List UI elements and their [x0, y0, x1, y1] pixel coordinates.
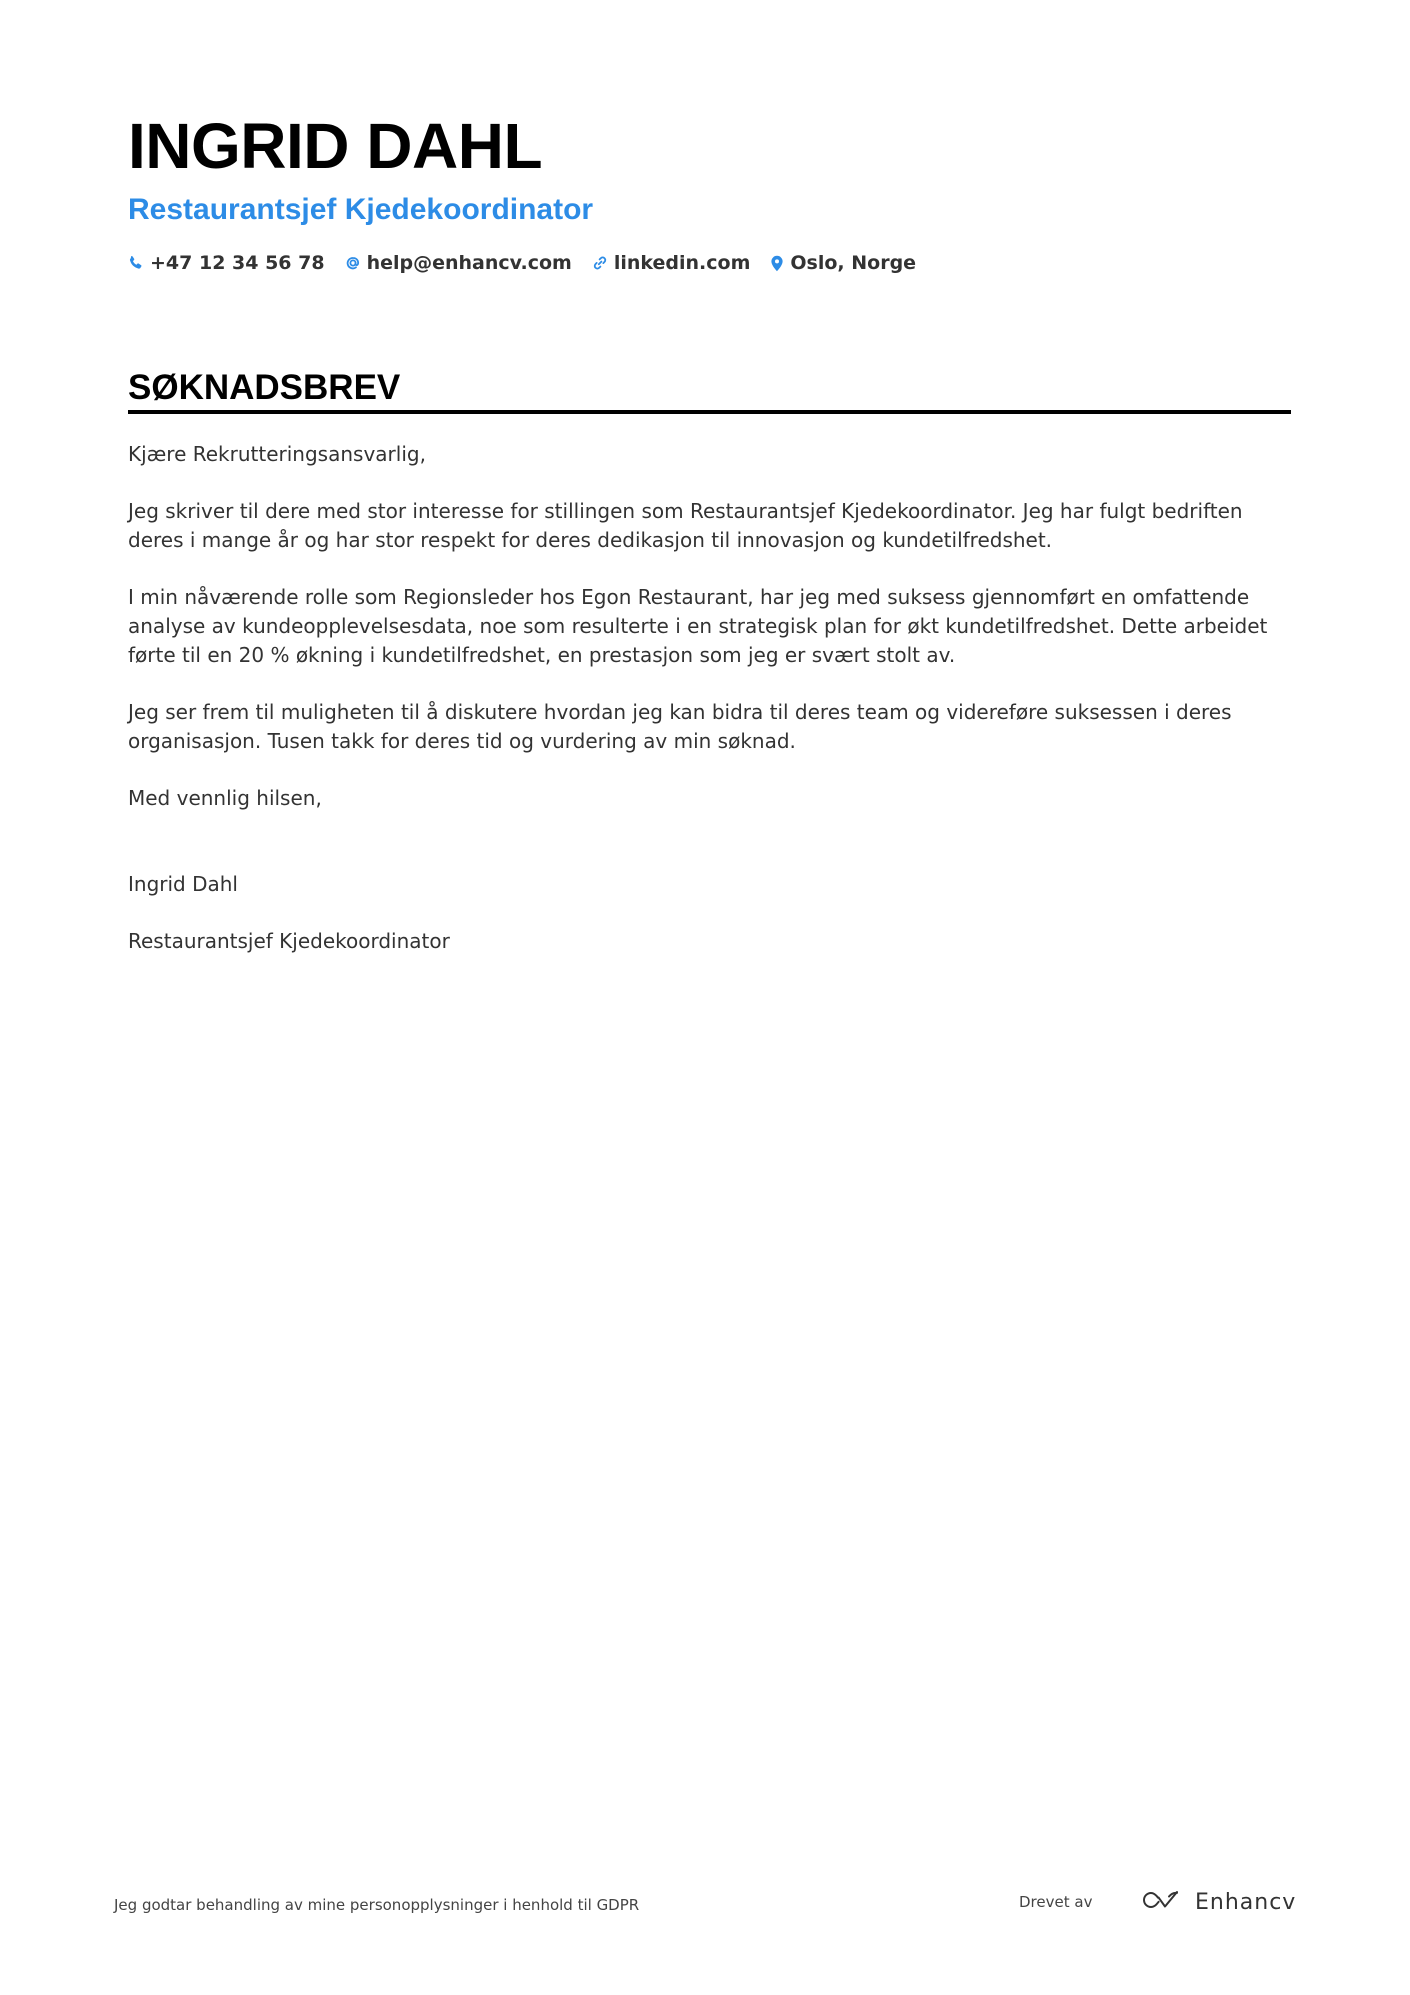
applicant-job-title: Restaurantsjef Kjedekoordinator [128, 193, 594, 226]
signature-title: Restaurantsjef Kjedekoordinator [128, 929, 450, 953]
enhancv-logo[interactable] [1139, 1888, 1296, 1916]
at-icon [345, 255, 361, 271]
signature-name: Ingrid Dahl [128, 872, 238, 896]
phone-number: +47 12 34 56 78 [150, 252, 325, 274]
letter-closing: Med vennlig hilsen, [128, 786, 322, 810]
email-address[interactable]: help@enhancv.com [366, 252, 572, 274]
letter-paragraph-1: Jeg skriver til dere med stor interesse for stillingen som Restaurantsjef Kjedekoordinator. Jeg har fulgt bedriften deres i mange år og har stor respekt for deres dedikasjon til innovasjon og kundetilfredshet. [128, 499, 1243, 552]
contact-phone [128, 252, 325, 274]
letter-paragraph-2: I min nåværende rolle som Regionsleder hos Egon Restaurant, har jeg med suksess gjennomført en omfattende analyse av kundeopplevelsesdata, noe som resulterte i en strategisk plan for økt kundetilfredshet. Dette arbeidet førte til en 20 % økning i kundetilfredshet, en prestasjon som jeg er svært stolt av. [128, 585, 1268, 667]
location-pin-icon [770, 255, 784, 272]
powered-by-label: Drevet av [1019, 1893, 1093, 1911]
applicant-name: INGRID DAHL [128, 110, 543, 182]
letter-greeting: Kjære Rekrutteringsansvarlig, [128, 442, 426, 466]
contact-location [770, 252, 916, 274]
contact-email [345, 252, 572, 274]
letter-paragraph-3: Jeg ser frem til muligheten til å diskutere hvordan jeg kan bidra til deres team og videreføre suksessen i deres organisasjon. Tusen takk for deres tid og vurdering av min søknad. [128, 700, 1232, 753]
contact-info-bar [128, 252, 916, 274]
enhancv-logo-icon [1139, 1888, 1185, 1916]
contact-website [592, 252, 751, 274]
gdpr-consent-text: Jeg godtar behandling av mine personopplysninger i henhold til GDPR [114, 1896, 640, 1914]
section-divider [128, 410, 1291, 414]
location-text: Oslo, Norge [790, 252, 917, 274]
link-icon [592, 255, 608, 271]
section-title: SØKNADSBREV [128, 368, 401, 407]
enhancv-logo-text: Enhancv [1195, 1889, 1297, 1915]
phone-icon [128, 255, 144, 271]
website-link[interactable]: linkedin.com [613, 252, 751, 274]
